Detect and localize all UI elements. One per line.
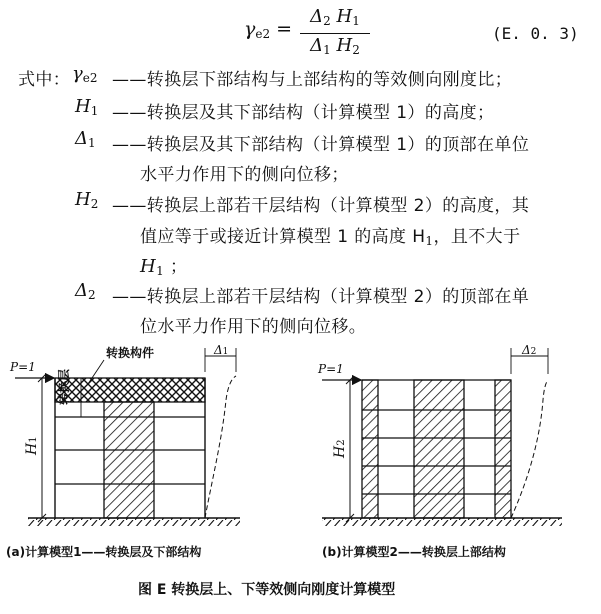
def-text-gamma: ——转换层下部结构与上部结构的等效侧向刚度比； xyxy=(112,70,513,90)
left-delta-sub: 1 xyxy=(222,347,229,357)
h2-l2-sub: 1 xyxy=(425,234,434,248)
transfer-member xyxy=(55,378,205,402)
sym-h2-sub: 2 xyxy=(90,197,99,211)
def-text-delta2-l2: 位水平力作用下的侧向位移。 xyxy=(140,317,367,337)
right-deflection-curve xyxy=(511,380,548,518)
right-force-label: P=1 xyxy=(318,362,344,376)
h2-l3-sub: 1 xyxy=(156,264,165,278)
num-h: H xyxy=(336,6,353,27)
def-text-h1: ——转换层及其下部结构（计算模型 1）的高度； xyxy=(112,103,495,123)
right-delta-label xyxy=(522,343,536,357)
right-wall-1 xyxy=(362,380,378,518)
layer-label xyxy=(58,391,71,405)
def-text-delta1-l1: ——转换层及其下部结构（计算模型 1）的顶部在单位 xyxy=(112,135,530,155)
sym-gamma: γ xyxy=(72,63,83,84)
sym-h1-sub: 1 xyxy=(90,104,99,118)
sym-h1: H xyxy=(75,96,91,117)
left-shear-wall xyxy=(104,402,154,518)
right-ground-hatch xyxy=(322,518,562,526)
num-h-sub: 1 xyxy=(352,14,360,28)
sym-delta1-sub: 1 xyxy=(88,136,96,150)
h2-l2-text: 值应等于或接近计算模型 1 的高度 H xyxy=(140,227,426,247)
right-wall-3 xyxy=(495,380,511,518)
equals-sign: = xyxy=(276,18,293,40)
gamma-sub: e2 xyxy=(255,27,271,41)
right-h: H xyxy=(332,445,348,458)
figure-title: 图 E 转换层上、下等效侧向刚度计算模型 xyxy=(138,582,396,598)
def-text-delta2-l1: ——转换层上部若干层结构（计算模型 2）的顶部在单 xyxy=(112,287,530,307)
sym-delta2-sub: 2 xyxy=(88,288,96,302)
left-ground-hatch xyxy=(28,518,240,526)
left-height-label xyxy=(24,436,40,455)
intro-label: 式中： xyxy=(18,70,71,90)
right-height-label xyxy=(332,439,348,458)
member-label: 转换构件 xyxy=(106,346,155,360)
right-h-sub: 2 xyxy=(336,439,347,446)
den-h: H xyxy=(336,35,353,57)
left-model xyxy=(15,348,240,526)
sym-delta2: Δ xyxy=(75,280,88,301)
num-delta: Δ xyxy=(310,6,324,27)
gamma-symbol: γ xyxy=(244,18,256,40)
sym-h2: H xyxy=(75,189,91,210)
left-force-label: P=1 xyxy=(10,360,36,374)
left-h: H xyxy=(24,442,40,455)
right-delta: Δ xyxy=(522,343,531,357)
left-delta-label xyxy=(214,343,228,357)
left-delta: Δ xyxy=(214,343,223,357)
den-delta-sub: 1 xyxy=(323,43,331,58)
left-caption: (a)计算模型1——转换层及下部结构 xyxy=(6,545,202,559)
left-h-sub: 1 xyxy=(28,436,39,443)
h2-l3-sym: H xyxy=(140,256,157,277)
right-delta-sub: 2 xyxy=(530,347,537,357)
h2-l2-tail: ，且不大于 xyxy=(433,227,521,247)
h2-l3-tail: ； xyxy=(169,257,188,277)
left-deflection-curve xyxy=(205,376,236,518)
right-wall-2 xyxy=(414,380,464,518)
den-delta: Δ xyxy=(310,35,324,57)
den-h-sub: 2 xyxy=(352,43,360,58)
num-delta-sub: 2 xyxy=(323,14,331,28)
sym-delta1: Δ xyxy=(75,128,88,149)
equation-number: (E. 0. 3) xyxy=(492,24,579,43)
right-caption: (b)计算模型2——转换层上部结构 xyxy=(322,545,506,559)
right-model xyxy=(322,348,562,526)
sym-gamma-sub: e2 xyxy=(82,71,98,85)
def-text-h2-l1: ——转换层上部若干层结构（计算模型 2）的高度，其 xyxy=(112,196,530,216)
def-text-delta1-l2: 水平力作用下的侧向位移； xyxy=(140,165,349,185)
